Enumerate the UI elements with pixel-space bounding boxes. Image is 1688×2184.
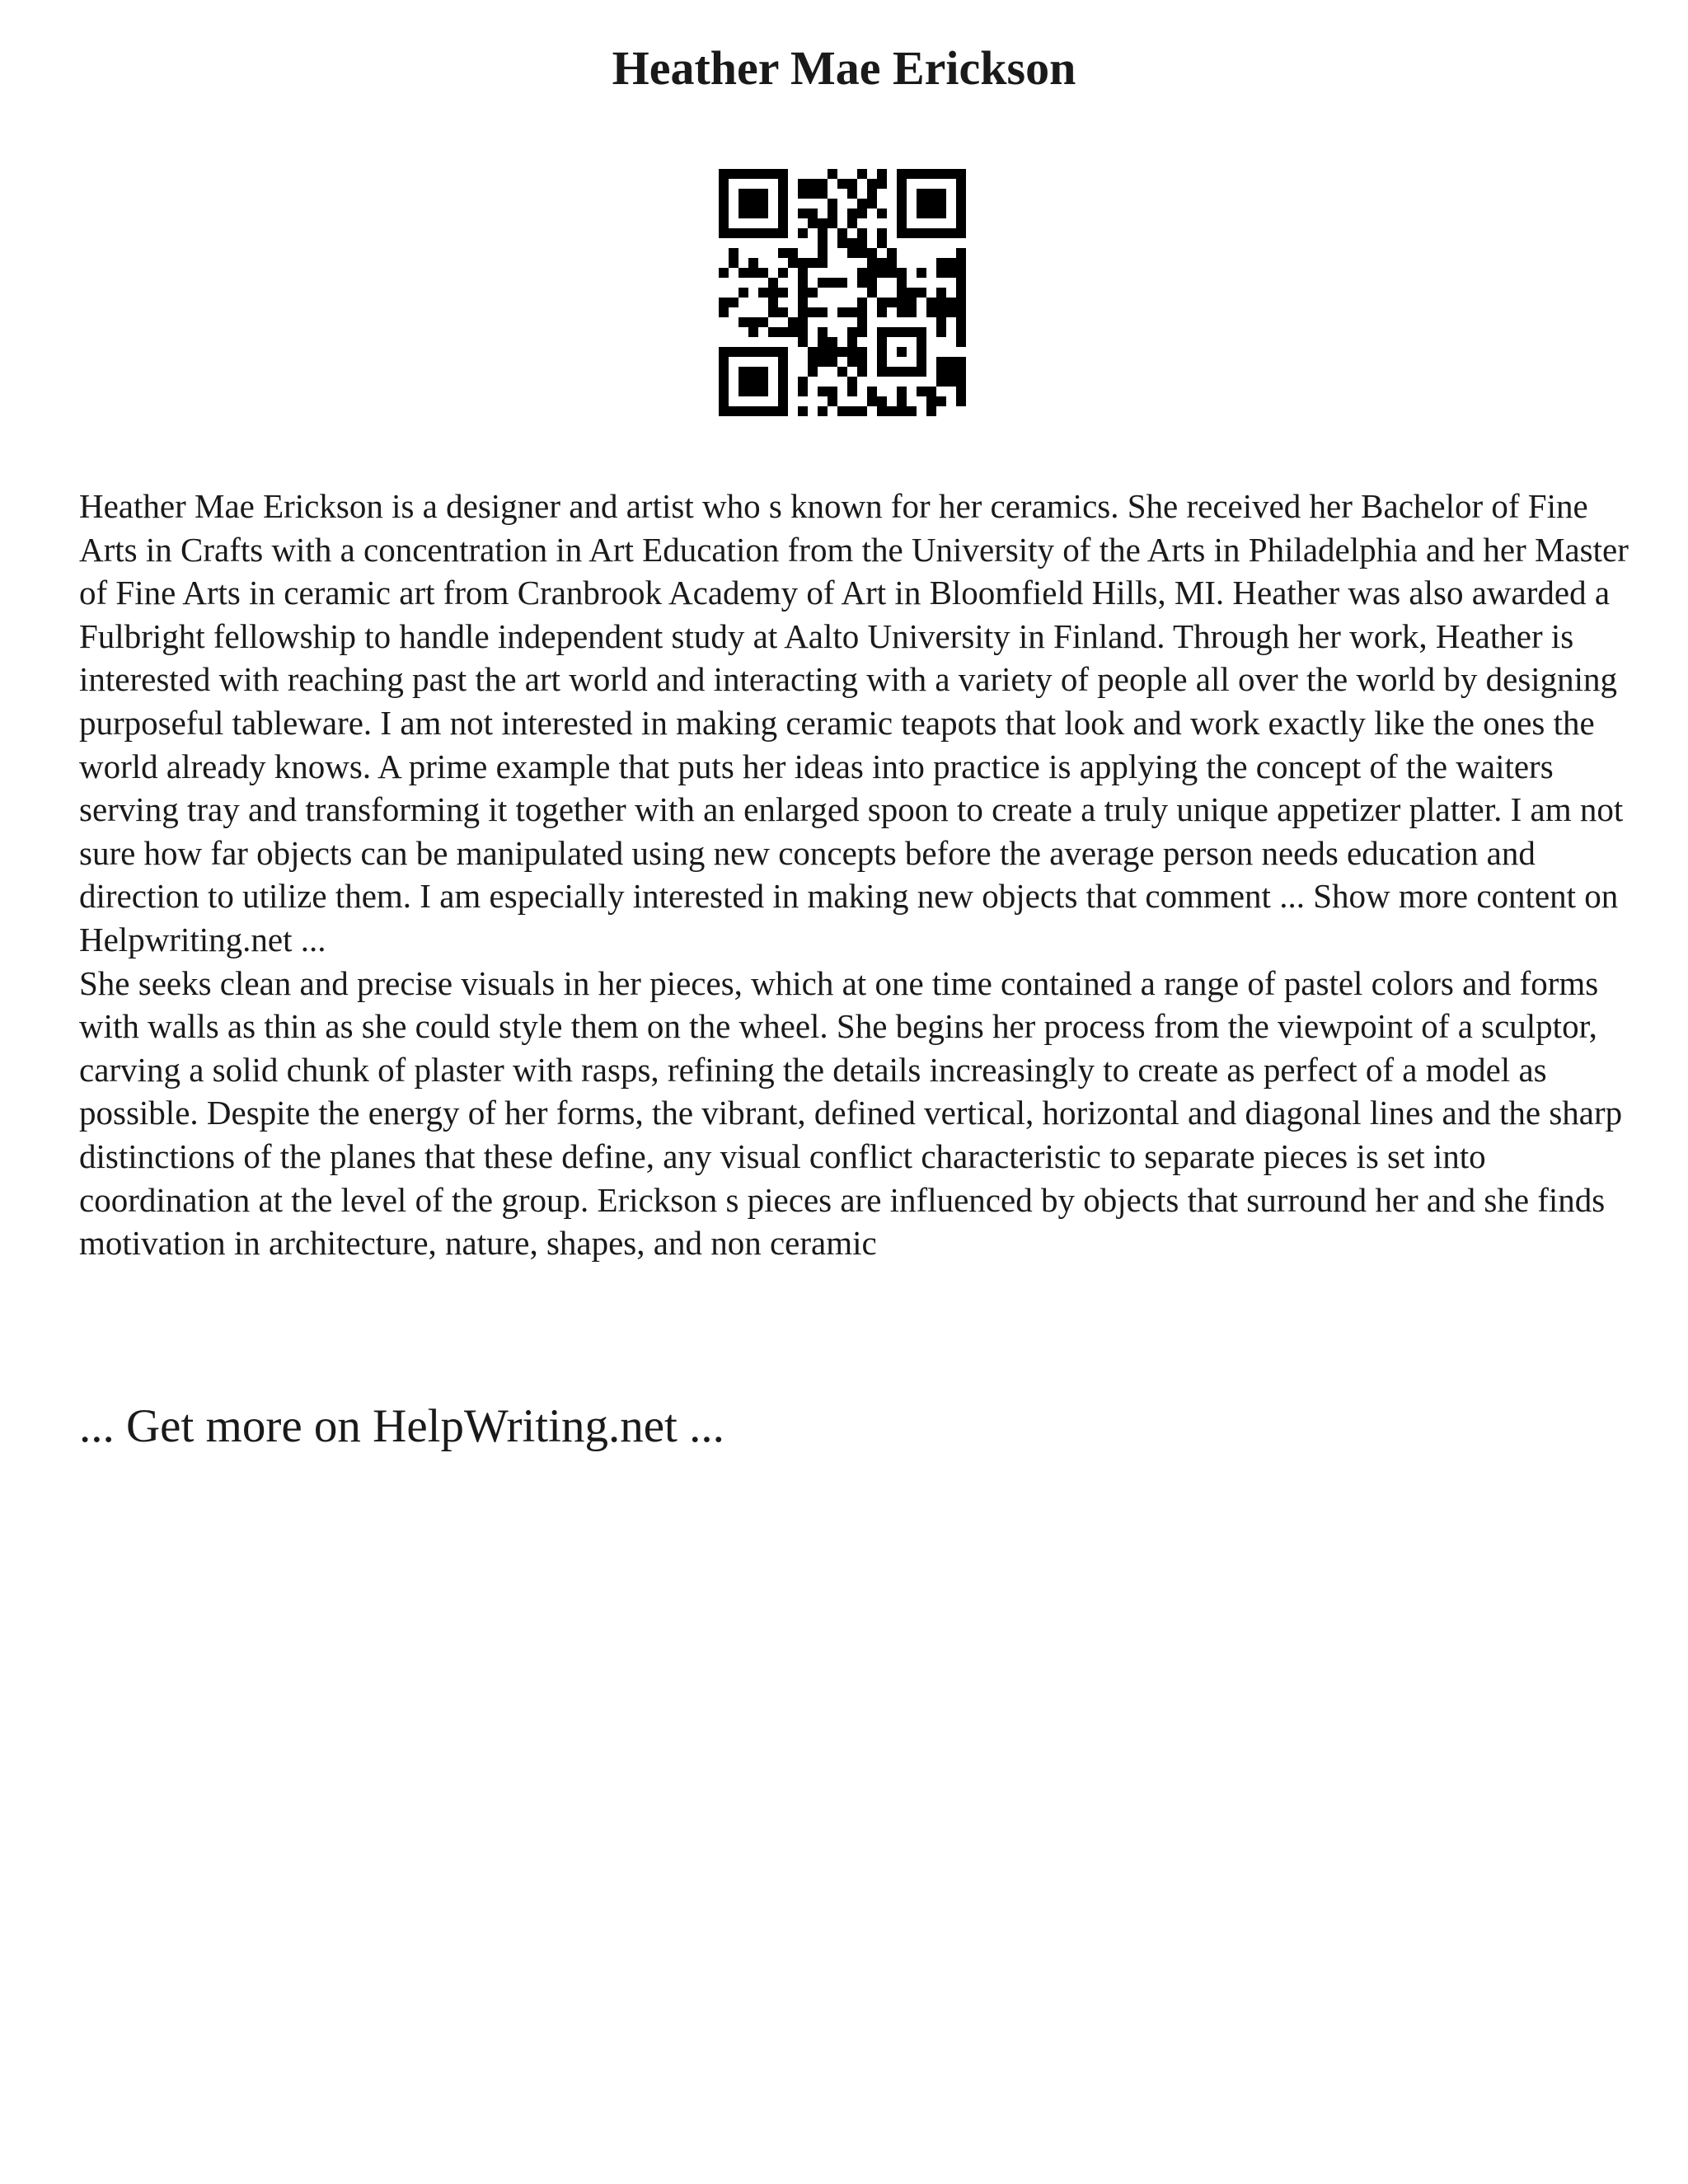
qr-code-icon <box>719 169 966 416</box>
paragraph: She seeks clean and precise visuals in her pieces, which at one time contained a range of pastel colors and forms with walls as thin as she could style them on the wheel. She begins her process from the viewpoint of a sculptor, carving a solid chunk of plaster with rasps, refining the details increasingly to create as perfect of a model as possible. Despite the energy of her forms, the vibrant, defined vertical, horizontal and diagonal lines and the sharp distinctions of the planes that these define, any visual conflict characteristic to separate pieces is set into coordination at the level of the group. Erickson s pieces are influenced by objects that surround her and she finds motivation in architecture, nature, shapes, and non ceramic <box>79 963 1623 1263</box>
paragraph: Heather Mae Erickson is a designer and artist who s known for her ceramics. She received her Bachelor of Fine Arts in Crafts with a concentration in Art Education from the University of the Arts in Philadelphia and her Master of Fine Arts in ceramic art from Cranbrook Academy of Art in Bloomfield Hills, MI. Heather was also awarded a Fulbright fellowship to handle independent study at Aalto University in Finland. Through her work, Heather is interested with reaching past the art world and interacting with a variety of people all over the world by designing purposeful tableware. I am not interested in making ceramic teapots that look and work exactly like the ones the world already knows. A prime example that puts her ideas into practice is applying the concept of the waiters serving tray and transforming it together with an enlarged spoon to create a truly unique appetizer platter. I am not sure how far objects can be manipulated using new concepts before the average person needs education and direction to utilize them. I am especially interested in making new objects that comment ... Show more content on Helpwriting.net ... <box>79 487 1629 958</box>
page-title: Heather Mae Erickson <box>612 41 1076 95</box>
body-text <box>79 485 1645 1265</box>
get-more-link[interactable]: ... Get more on HelpWriting.net ... <box>79 1400 724 1452</box>
